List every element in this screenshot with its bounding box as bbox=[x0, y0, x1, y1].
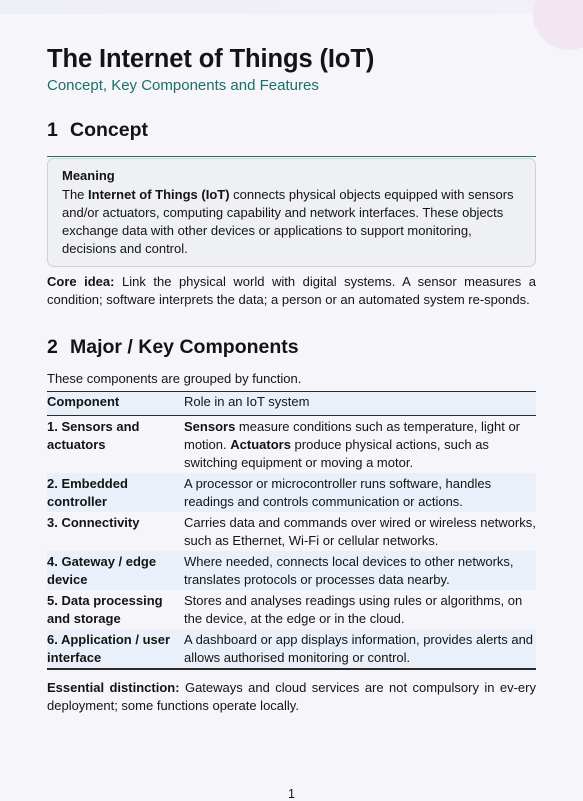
core-idea-paragraph bbox=[47, 273, 536, 309]
role-text: A processor or microcontroller runs software, handles readings and controls communication or actions. bbox=[184, 476, 492, 509]
table-header-row bbox=[47, 392, 536, 415]
document-title: The Internet of Things (IoT) bbox=[47, 45, 375, 73]
table-header-role: Role in an IoT system bbox=[184, 394, 310, 409]
component-role-cell bbox=[184, 416, 536, 473]
component-role-cell bbox=[184, 551, 536, 590]
component-name-cell: 5. Data processing and storage bbox=[47, 593, 163, 626]
component-role-cell bbox=[184, 629, 536, 668]
role-text: produce physical actions, such as switching equipment or moving a motor. bbox=[184, 437, 489, 470]
section-2-title: Major / Key Components bbox=[70, 336, 299, 358]
component-role-cell bbox=[184, 512, 536, 551]
section-1-rule bbox=[47, 156, 536, 157]
components-intro: These components are grouped by function. bbox=[47, 371, 302, 386]
essential-distinction-note bbox=[47, 679, 536, 715]
table-row bbox=[47, 473, 536, 512]
table-bottom-rule bbox=[47, 668, 536, 670]
table-row bbox=[47, 629, 536, 668]
component-role-cell bbox=[184, 590, 536, 629]
page-number: 1 bbox=[288, 787, 295, 801]
meaning-box bbox=[47, 158, 536, 267]
meaning-text-end: connects physical objects equipped with sensors and/or actuators, computing capability and network interfaces. These objects exchange data with other devices or applications to support monitoring, decisions and control. bbox=[62, 187, 514, 256]
component-name-cell: 1. Sensors and actuators bbox=[47, 419, 140, 452]
core-idea-label: Core idea: bbox=[47, 274, 115, 289]
meaning-bold-term: Internet of Things (IoT) bbox=[88, 187, 230, 202]
section-1-title: Concept bbox=[70, 119, 148, 141]
role-text: Where needed, connects local devices to other networks, translates protocols or processes data nearby. bbox=[184, 554, 514, 587]
components-table bbox=[47, 391, 536, 670]
section-1-number: 1 bbox=[47, 119, 58, 141]
table-row bbox=[47, 416, 536, 473]
component-name-cell: 4. Gateway / edge device bbox=[47, 554, 157, 587]
document-subtitle: Concept, Key Components and Features bbox=[47, 77, 319, 94]
section-2-number: 2 bbox=[47, 336, 58, 358]
components-table-body bbox=[47, 416, 536, 670]
core-idea-text: Link the physical world with digital systems. A sensor measures a condition; software interprets the data; a person or an automated system re-sponds. bbox=[47, 274, 536, 307]
component-role-cell bbox=[184, 473, 536, 512]
component-name-cell: 3. Connectivity bbox=[47, 515, 140, 530]
note-label: Essential distinction: bbox=[47, 679, 180, 695]
page-content bbox=[47, 42, 536, 728]
role-text: measure conditions such as temperature, light or motion. bbox=[184, 419, 521, 452]
corner-decoration bbox=[533, 0, 583, 50]
table-row bbox=[47, 551, 536, 590]
role-text: Stores and analyses readings using rules or algorithms, on the device, at the edge or in the cloud. bbox=[184, 593, 523, 626]
section-2-heading bbox=[47, 334, 536, 360]
role-text: A dashboard or app displays information, provides alerts and allows authorised monitoring or control. bbox=[184, 632, 534, 665]
section-1-heading bbox=[47, 117, 536, 143]
role-bold-term: Actuators bbox=[230, 437, 291, 452]
role-bold-term: Sensors bbox=[184, 419, 236, 434]
component-name-cell: 6. Application / user interface bbox=[47, 632, 171, 665]
table-header-component: Component bbox=[47, 394, 120, 409]
table-row bbox=[47, 512, 536, 551]
component-name-cell: 2. Embedded controller bbox=[47, 476, 128, 509]
note-text: Gateways and cloud services are not compulsory in ev-ery deployment; some functions operate locally. bbox=[47, 679, 536, 713]
meaning-box-title: Meaning bbox=[62, 168, 115, 183]
meaning-box-text bbox=[62, 186, 523, 258]
role-text: Carries data and commands over wired or wireless networks, such as Ethernet, Wi-Fi or cellular networks. bbox=[184, 515, 536, 548]
table-row bbox=[47, 590, 536, 629]
page-top-band bbox=[0, 0, 583, 14]
meaning-text-start: The bbox=[62, 187, 89, 202]
